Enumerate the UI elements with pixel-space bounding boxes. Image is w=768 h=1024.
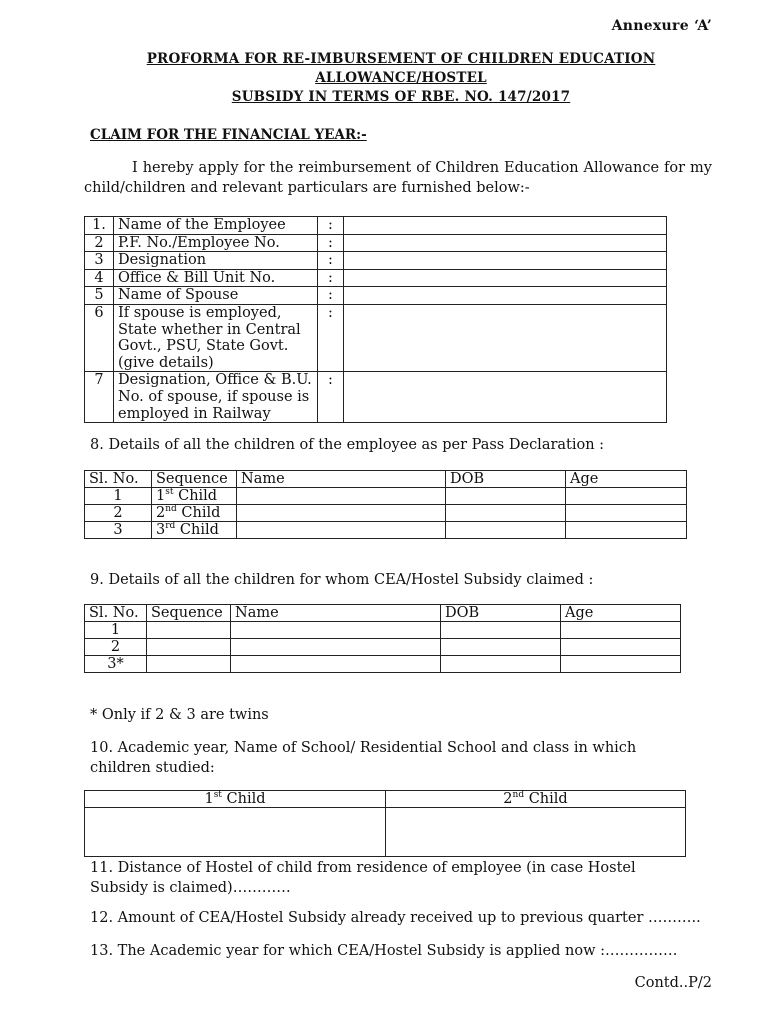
row-label: Name of the Employee bbox=[114, 217, 318, 235]
title-line-2: ALLOWANCE/HOSTEL bbox=[315, 70, 487, 86]
table-row bbox=[85, 639, 681, 656]
twins-note: * Only if 2 & 3 are twins bbox=[90, 707, 269, 723]
section8-heading: 8. Details of all the children of the employee as per Pass Declaration : bbox=[90, 437, 605, 453]
dob-field[interactable] bbox=[441, 639, 561, 656]
sl-cell: 3 bbox=[85, 522, 152, 539]
intro-paragraph: I hereby apply for the reimbursement of Children Education Allowance for my child/children and relevant particulars are furnished below:- bbox=[84, 160, 712, 196]
age-field[interactable] bbox=[561, 639, 681, 656]
table-row bbox=[85, 522, 687, 539]
row-number: 1. bbox=[85, 217, 114, 235]
table-row bbox=[85, 622, 681, 639]
ordinal-number: 2 bbox=[503, 791, 513, 807]
ordinal-word: Child bbox=[524, 791, 568, 807]
row-label: Office & Bill Unit No. bbox=[114, 269, 318, 287]
item-13: 13. The Academic year for which CEA/Hostel Subsidy is applied now :…………… bbox=[90, 943, 678, 959]
row-number: 5 bbox=[85, 287, 114, 305]
age-field[interactable] bbox=[561, 656, 681, 673]
table-row bbox=[85, 656, 681, 673]
ordinal-word: Child bbox=[173, 488, 218, 504]
col-header-sequence: Sequence bbox=[152, 471, 237, 488]
ordinal-number: 1 bbox=[156, 488, 166, 504]
row-label: Designation, Office & B.U. No. of spouse, if spouse is employed in Railway bbox=[114, 372, 318, 423]
row-number: 7 bbox=[85, 372, 114, 423]
col-header-age: Age bbox=[561, 605, 681, 622]
row-separator: : bbox=[318, 304, 344, 371]
section9-heading: 9. Details of all the children for whom CEA/Hostel Subsidy claimed : bbox=[90, 572, 594, 588]
name-field[interactable] bbox=[237, 505, 446, 522]
second-child-school-field[interactable] bbox=[386, 808, 686, 857]
col-header-dob: DOB bbox=[446, 471, 566, 488]
col-header-second-child bbox=[386, 791, 686, 808]
age-field[interactable] bbox=[561, 622, 681, 639]
name-field[interactable] bbox=[237, 488, 446, 505]
row-value-field[interactable] bbox=[344, 252, 667, 270]
table-header-row bbox=[85, 791, 686, 808]
ordinal-suffix: nd bbox=[165, 504, 177, 515]
row-number: 6 bbox=[85, 304, 114, 371]
ordinal-suffix: rd bbox=[165, 521, 176, 532]
title-line-1: PROFORMA FOR RE-IMBURSEMENT OF CHILDREN EDUCATION bbox=[146, 51, 656, 67]
row-value-field[interactable] bbox=[344, 269, 667, 287]
row-value-field[interactable] bbox=[344, 372, 667, 423]
col-header-sl: Sl. No. bbox=[85, 471, 152, 488]
table-row bbox=[85, 269, 667, 287]
col-header-sequence: Sequence bbox=[147, 605, 231, 622]
sequence-cell bbox=[152, 522, 237, 539]
dob-field[interactable] bbox=[446, 522, 566, 539]
row-label: Designation bbox=[114, 252, 318, 270]
section10-heading: 10. Academic year, Name of School/ Residential School and class in which children studied: bbox=[90, 740, 637, 776]
ordinal-number: 3 bbox=[156, 522, 166, 538]
dob-field[interactable] bbox=[441, 622, 561, 639]
table-row bbox=[85, 217, 667, 235]
row-separator: : bbox=[318, 287, 344, 305]
particulars-table bbox=[84, 216, 667, 423]
table-row bbox=[85, 287, 667, 305]
claimed-children-table bbox=[84, 604, 681, 673]
ordinal-number: 2 bbox=[156, 505, 166, 521]
item-12: 12. Amount of CEA/Hostel Subsidy already received up to previous quarter ……….. bbox=[90, 910, 701, 926]
sl-cell: 1 bbox=[85, 622, 147, 639]
row-number: 3 bbox=[85, 252, 114, 270]
row-separator: : bbox=[318, 372, 344, 423]
first-child-school-field[interactable] bbox=[85, 808, 386, 857]
age-field[interactable] bbox=[566, 522, 687, 539]
annexure-label: Annexure ‘A’ bbox=[611, 18, 712, 34]
ordinal-suffix: st bbox=[165, 487, 174, 498]
row-value-field[interactable] bbox=[344, 234, 667, 252]
children-table bbox=[84, 470, 687, 539]
col-header-name: Name bbox=[237, 471, 446, 488]
name-field[interactable] bbox=[231, 639, 441, 656]
age-field[interactable] bbox=[566, 488, 687, 505]
name-field[interactable] bbox=[231, 656, 441, 673]
claim-heading: CLAIM FOR THE FINANCIAL YEAR:- bbox=[90, 127, 367, 143]
col-header-name: Name bbox=[231, 605, 441, 622]
row-separator: : bbox=[318, 217, 344, 235]
school-table bbox=[84, 790, 686, 857]
row-number: 2 bbox=[85, 234, 114, 252]
age-field[interactable] bbox=[566, 505, 687, 522]
row-value-field[interactable] bbox=[344, 304, 667, 371]
table-row bbox=[85, 505, 687, 522]
col-header-sl: Sl. No. bbox=[85, 605, 147, 622]
table-row bbox=[85, 372, 667, 423]
sl-cell: 2 bbox=[85, 505, 152, 522]
dob-field[interactable] bbox=[446, 488, 566, 505]
table-row bbox=[85, 252, 667, 270]
table-row bbox=[85, 234, 667, 252]
sequence-field[interactable] bbox=[147, 639, 231, 656]
sequence-cell bbox=[152, 488, 237, 505]
col-header-age: Age bbox=[566, 471, 687, 488]
ordinal-suffix: st bbox=[213, 790, 222, 801]
table-header-row bbox=[85, 605, 681, 622]
sl-cell: 1 bbox=[85, 488, 152, 505]
col-header-first-child bbox=[85, 791, 386, 808]
sequence-field[interactable] bbox=[147, 656, 231, 673]
row-number: 4 bbox=[85, 269, 114, 287]
name-field[interactable] bbox=[231, 622, 441, 639]
sequence-field[interactable] bbox=[147, 622, 231, 639]
sl-cell: 3* bbox=[85, 656, 147, 673]
dob-field[interactable] bbox=[441, 656, 561, 673]
row-value-field[interactable] bbox=[344, 217, 667, 235]
table-row bbox=[85, 488, 687, 505]
row-label: Name of Spouse bbox=[114, 287, 318, 305]
row-separator: : bbox=[318, 234, 344, 252]
ordinal-suffix: nd bbox=[512, 790, 525, 801]
sl-cell: 2 bbox=[85, 639, 147, 656]
table-row bbox=[85, 808, 686, 857]
dob-field[interactable] bbox=[446, 505, 566, 522]
ordinal-word: Child bbox=[221, 791, 266, 807]
row-value-field[interactable] bbox=[344, 287, 667, 305]
table-header-row bbox=[85, 471, 687, 488]
row-separator: : bbox=[318, 252, 344, 270]
col-header-dob: DOB bbox=[441, 605, 561, 622]
continued-label: Contd..P/2 bbox=[634, 975, 712, 991]
row-separator: : bbox=[318, 269, 344, 287]
name-field[interactable] bbox=[237, 522, 446, 539]
row-label: P.F. No./Employee No. bbox=[114, 234, 318, 252]
item-11: 11. Distance of Hostel of child from residence of employee (in case Hostel Subsidy is claimed)………… bbox=[90, 860, 636, 896]
ordinal-number: 1 bbox=[204, 791, 214, 807]
row-label: If spouse is employed, State whether in Central Govt., PSU, State Govt.(give details) bbox=[114, 304, 318, 371]
ordinal-word: Child bbox=[176, 505, 221, 521]
table-row bbox=[85, 304, 667, 371]
title-line-3: SUBSIDY IN TERMS OF RBE. NO. 147/2017 bbox=[231, 89, 571, 105]
sequence-cell bbox=[152, 505, 237, 522]
ordinal-word: Child bbox=[175, 522, 219, 538]
